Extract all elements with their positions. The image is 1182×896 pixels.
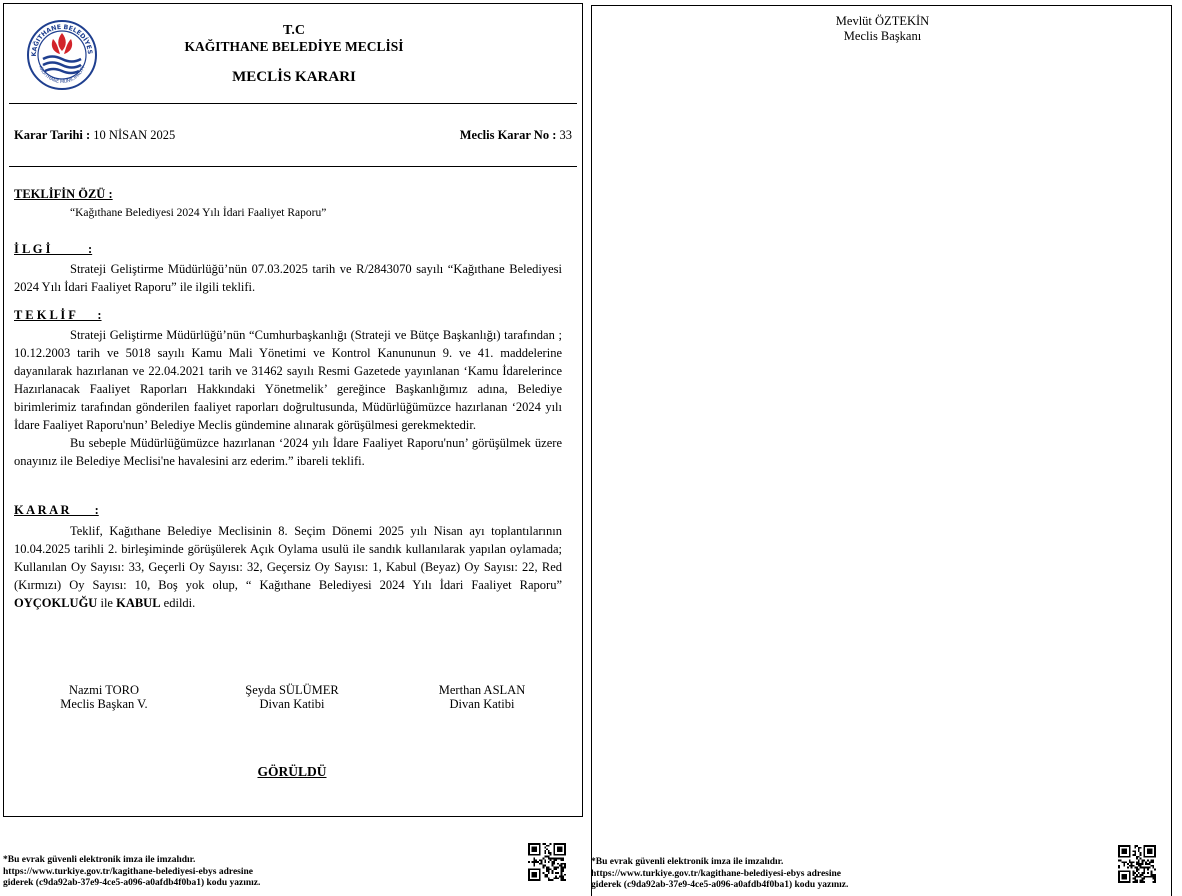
- header-tc: T.C: [283, 23, 305, 38]
- divider: [9, 103, 577, 104]
- ilgi-text: Strateji Geliştirme Müdürlüğü’nün 07.03.2025 tarih ve R/2843070 sayılı “Kağıthane Belediyesi 2024 Yılı İdari Faaliyet Raporu” ile ilgili teklifi.: [14, 262, 562, 294]
- approval-page: [591, 5, 1172, 896]
- qr-code-icon: [1118, 845, 1156, 883]
- e-signature-note: *Bu evrak güvenli elektronik imza ile imzalıdır. https://www.turkiye.gov.tr/kagithane-belediyesi-ebys adresine giderek (c9da92ab-37e9-4ce5-a096-a0afdb4f0ba1) kodu yazınız.: [591, 857, 849, 890]
- signature-block: Şeyda SÜLÜMER Divan Katibi: [245, 683, 339, 711]
- teklif-text: Strateji Geliştirme Müdürlüğü’nün “Cumhurbaşkanlığı (Strateji ve Bütçe Başkanlığı) tarafından ; 10.12.2003 tarih ve 5018 sayılı Kamu Mali Yönetimi ve Kontrol Kanununun 9. ve 41. maddelerine dayanılarak hazırlanan ve 22.04.2021 tarih ve 31462 sayılı Resmi Gazetede yayınlanan ‘Kamu İdarelerince Hazırlanacak Faaliyet Raporları Hakkındaki Yönetmelik’ gereğince Başkanlığımız adına, Belediye birimlerimiz tarafından gönderilen faaliyet raporları doğrultusunda, Müdürlüğümüzce hazırlanan ‘2024 yılı İdare Faaliyet Raporu'nun’ Belediye Meclis gündemine alınarak görüşülmesi gerekmektedir. Bu sebeple Müdürlüğümüzce hazırlanan ‘2024 yılı İdare Faaliyet Raporu'nun’ görüşülmek üzere onayınız ile Belediye Meclisi'ne havalesini arz ederim.” ibareli teklifi.: [14, 328, 562, 468]
- decision-date: Karar Tarihi : 10 NİSAN 2025: [14, 128, 176, 142]
- teklif-heading: T E K L İ F :: [14, 308, 102, 322]
- svg-text:KAĞITHANE MUNICIPALITY: KAĞITHANE MUNICIPALITY: [37, 65, 87, 86]
- signature-block: Merthan ASLAN Divan Katibi: [438, 683, 526, 711]
- decision-number: Meclis Karar No : 33: [459, 128, 572, 142]
- seen-label: GÖRÜLDÜ: [257, 764, 327, 779]
- ilgi-heading: İ L G İ :: [14, 242, 93, 256]
- ozu-heading: TEKLİFİN ÖZÜ :: [14, 187, 113, 201]
- karar-heading: K A R A R :: [14, 503, 99, 517]
- svg-text:KAĞITHANE BELEDİYESİ: KAĞITHANE BELEDİYES: [30, 23, 94, 57]
- header-council: KAĞITHANE BELEDİYE MECLİSİ: [184, 39, 404, 54]
- qr-code-icon: [528, 843, 566, 881]
- karar-text: Teklif, Kağıthane Belediye Meclisinin 8. Seçim Dönemi 2025 yılı Nisan ayı toplantılarının 10.04.2025 tarihli 2. birleşiminde görüşülerek Açık Oylama usulü ile sandık kullanılarak yapılan oylamada; Kullanılan Oy Sayısı: 33, Geçerli Oy Sayısı: 32, Geçersiz Oy Sayısı: 1, Kabul (Beyaz) Oy Sayısı: 22, Red (Kırmızı) Oy Sayısı: 10, Boş yok olup, “ Kağıthane Belediyesi 2024 Yılı İdari Faaliyet Raporu” OYÇOKLUĞU ile KABUL edildi.: [14, 524, 562, 610]
- e-signature-note: *Bu evrak güvenli elektronik imza ile imzalıdır. https://www.turkiye.gov.tr/kagithane-belediyesi-ebys adresine giderek (c9da92ab-37e9-4ce5-a096-a0afdb4f0ba1) kodu yazınız.: [3, 855, 261, 888]
- page-title: MECLİS KARARI: [232, 69, 356, 85]
- signature-block: Nazmi TORO Meclis Başkan V.: [60, 683, 148, 711]
- ozu-text: “Kağıthane Belediyesi 2024 Yılı İdari Faaliyet Raporu”: [70, 207, 327, 219]
- divider: [9, 166, 577, 167]
- chair-signature: Mevlüt ÖZTEKİN Meclis Başkanı: [835, 14, 930, 43]
- decision-page: [3, 3, 583, 817]
